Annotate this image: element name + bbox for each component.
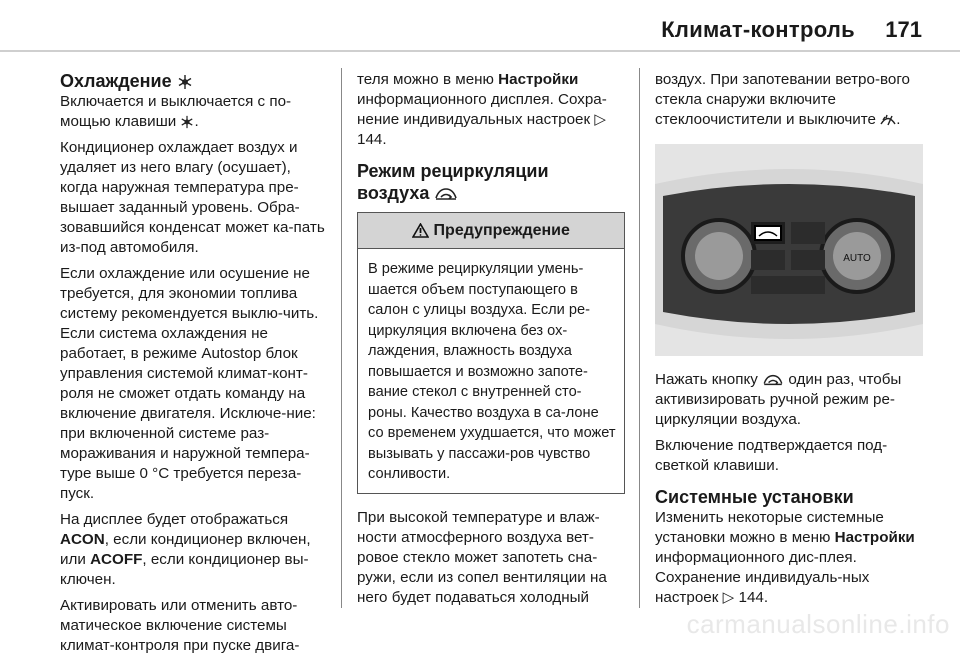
cooling-paragraph-1: Включается и выключается с по-мощью клавиши . (60, 93, 292, 130)
recirculation-icon (434, 186, 458, 202)
column-3 (655, 70, 923, 614)
recirculation-icon (762, 373, 784, 387)
auto-dial-label: AUTO (843, 253, 871, 264)
column-divider (639, 68, 640, 608)
page-ref: 144. (738, 589, 769, 606)
page-ref: 144. (357, 131, 387, 148)
snowflake-icon (177, 74, 193, 90)
warning-header (358, 213, 624, 249)
settings-menu-label: Настройки (834, 529, 915, 546)
confirmation-paragraph: Включение подтверждается под-светкой клавиши. (655, 437, 888, 474)
warning-triangle-icon (412, 223, 429, 238)
climate-panel-illustration (655, 144, 923, 356)
warning-box (357, 212, 625, 494)
acoff-label: ACOFF (90, 551, 143, 568)
cooling-paragraph-5: Активировать или отменить авто-матическое включение системы климат-контроля при пуске двига- (60, 597, 300, 654)
page-ref-icon: ▷ (594, 111, 607, 128)
recirc-button-paragraph: Нажать кнопку один раз, чтобы активизировать ручной режим ре-циркуляции воздуха. (655, 371, 902, 428)
section-heading-system-settings: Системные установки (655, 487, 854, 507)
page-number: 171 (885, 17, 922, 42)
section-heading-recirculation: Режим рециркуляции воздуха (357, 161, 549, 203)
column-2 (357, 70, 625, 614)
warning-title: Предупреждение (433, 222, 570, 239)
column-divider (341, 68, 342, 608)
recirculation-paragraph: При высокой температуре и влаж-ности атмосферного воздуха вет-ровое стекло может запотеть сна-ружи, если из сопел вентиляции на него будет подаваться холодный (357, 508, 607, 606)
warning-text: В режиме рециркуляции умень-шается объем поступающего в салон с улицы воздуха. Если ре-циркуляция включена без ох-лаждения, влажность воздуха повышается и возможно запоте-вание стекол с внутренней сто-роны. Качество воздуха в са-лоне со временем ухудшается, что может вызывать у пассажи-ров чувство сонливости. (368, 261, 616, 482)
system-settings-paragraph: Изменить некоторые системные установки можно в меню Настройки информационного дис-плея. Сохранение индивидуаль-ных настроек ▷ 144. (655, 509, 915, 606)
snowflake-icon (180, 115, 194, 129)
cooling-paragraph-4: На дисплее будет отображаться ACON, если кондиционер включен, или ACOFF, если кондиционер вы-ключен. (60, 511, 311, 588)
watermark: carmanualsonline.info (686, 609, 950, 639)
fogging-paragraph: воздух. При запотевании ветро-вого стекла снаружи включите стеклоочистители и выключите . (655, 71, 910, 128)
wiper-icon (880, 112, 896, 127)
settings-paragraph: теля можно в меню Настройки информационного дисплея. Сохра-нение индивидуальных настроек ▷ 144. (357, 71, 607, 148)
column-1 (60, 70, 328, 662)
page-ref-icon: ▷ (722, 589, 735, 606)
cooling-paragraph-2: Кондиционер охлаждает воздух и удаляет из него влагу (осушает), когда наружная температура пре-вышает заданный уровень. Обра-зовавшийся конденсат может ка-пать из-под автомобиля. (60, 139, 325, 256)
chapter-title: Климат-контроль (661, 17, 855, 42)
cooling-paragraph-3: Если охлаждение или осушение не требуется, для экономии топлива систему рекомендуется выклю-чить. Если система охлаждения не работает, в режиме Autostop блок управления системой климат-конт-роля не сможет отдать команду на включение двигателя. Исключе-ние: при включенной системе раз-мораживания и наружной темпера-туре выше 0 °C требуется переза-пуск. (60, 265, 319, 502)
climate-panel-photo (655, 144, 923, 356)
acon-label: ACON (60, 531, 105, 548)
section-heading-cooling: Охлаждение (60, 70, 328, 92)
page-header (0, 0, 960, 52)
settings-menu-label: Настройки (498, 71, 579, 88)
